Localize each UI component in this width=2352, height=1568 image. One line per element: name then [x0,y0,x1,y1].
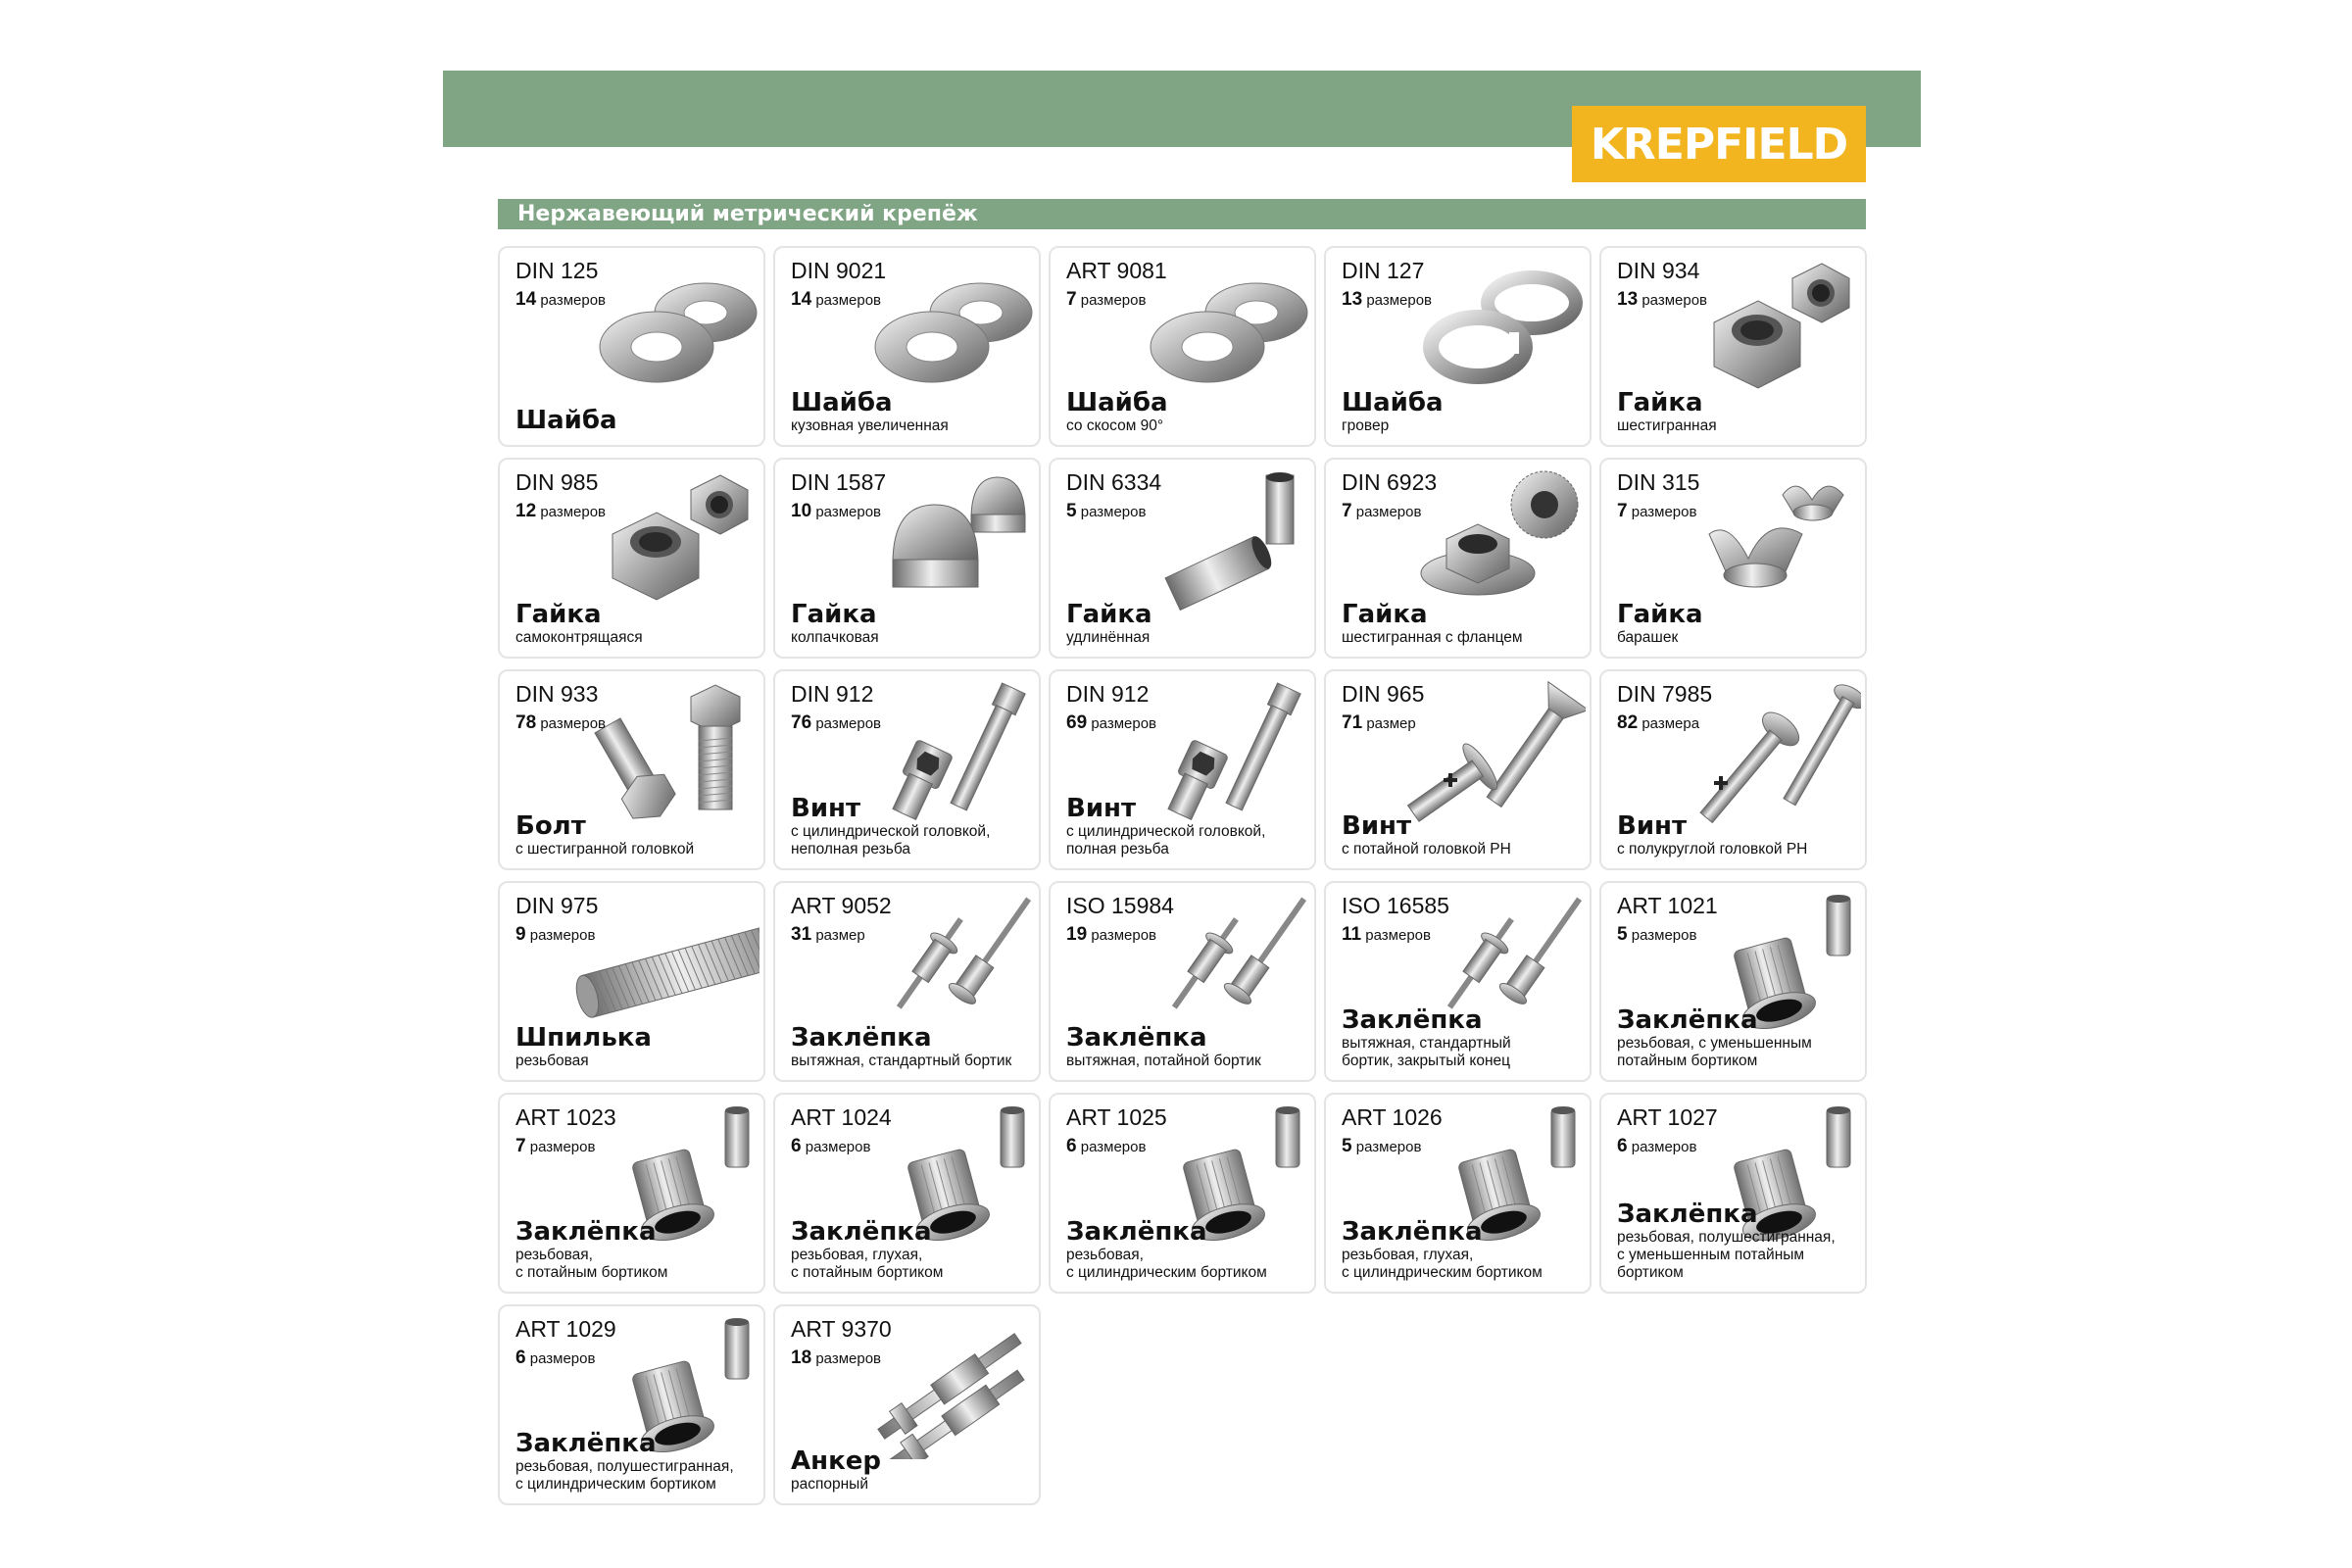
product-name: Винт [791,794,861,823]
product-name-block [1342,811,1584,858]
product-name: Заклёпка [515,1429,657,1458]
product-name: Гайка [1617,600,1703,629]
size-count-number: 76 [791,712,812,733]
size-count [515,289,606,311]
size-count-unit: размеров [529,927,596,944]
product-name: Шайба [1066,388,1168,417]
product-name: Заклёпка [791,1217,932,1247]
size-count-unit: размеров [805,1139,871,1155]
product-name-block [1066,388,1308,435]
product-code: DIN 6923 [1342,469,1438,495]
product-code: ART 1027 [1617,1104,1718,1130]
size-count-number: 6 [1617,1136,1628,1156]
size-count-number: 82 [1617,712,1639,733]
product-name-block [791,1446,1033,1494]
product-description: со скосом 90° [1066,417,1164,434]
threaded-rod-icon [573,889,760,1036]
size-count-number: 19 [1066,924,1088,945]
product-description: шестигранная [1617,417,1717,434]
product-code: DIN 985 [515,469,599,495]
size-count-unit: размеров [815,715,882,732]
product-code: ART 9081 [1066,258,1167,283]
product-code: DIN 933 [515,681,599,707]
size-count [791,712,881,734]
product-description: с цилиндрическим бортиком [1066,1264,1267,1281]
size-count [1617,501,1696,522]
size-count [1617,712,1699,734]
product-description: с цилиндрическим бортиком [515,1476,716,1493]
product-name-block [515,406,758,435]
product-card[interactable] [1599,246,1867,447]
section-title: Нержавеющий метрический крепёж [517,202,978,226]
size-count-unit: размеров [540,292,607,309]
size-count-number: 71 [1342,712,1363,733]
product-card[interactable] [1049,458,1316,659]
product-card[interactable] [1049,246,1316,447]
size-count-number: 69 [1066,712,1088,733]
product-name: Винт [1066,794,1137,823]
product-code: DIN 6334 [1066,469,1162,495]
size-count [1617,289,1707,311]
size-count [791,924,865,946]
product-name: Гайка [1342,600,1428,629]
product-name: Заклёпка [791,1023,932,1053]
size-count [1342,501,1421,522]
countersunk-screw-icon [1399,677,1586,824]
product-name-block [1066,600,1308,647]
product-name: Гайка [791,600,877,629]
size-count-unit: размеров [1642,292,1708,309]
product-name-block [515,1023,758,1070]
product-description: резьбовая, [515,1247,593,1263]
product-name: Гайка [1617,388,1703,417]
size-count-unit: размеров [815,292,882,309]
product-card[interactable] [1324,246,1592,447]
product-card[interactable] [773,458,1041,659]
size-count [515,1136,595,1157]
wing-nut-icon [1675,466,1861,612]
product-card[interactable] [498,1304,765,1505]
product-code: DIN 975 [515,893,599,918]
product-description: с потайной головкой PH [1342,841,1511,858]
product-name-block [791,794,1033,858]
product-name-block [1342,1005,1584,1070]
product-card[interactable] [498,246,765,447]
size-count-number: 7 [1617,501,1628,521]
size-count [515,1348,595,1369]
size-count-number: 5 [1066,501,1077,521]
hex-bolt-icon [573,677,760,824]
size-count-unit: размеров [1366,292,1433,309]
product-name-block [1342,388,1584,435]
brand-logo [1572,106,1866,182]
size-count-unit: размеров [1080,292,1147,309]
product-card[interactable] [1599,458,1867,659]
product-description: резьбовая, [1066,1247,1144,1263]
product-description: самоконтрящаяся [515,629,643,646]
size-count-unit: размеров [1355,504,1422,520]
product-name-block [515,1217,758,1282]
size-count-unit: размеров [1080,1139,1147,1155]
product-description: резьбовая, полушестигранная, [515,1458,734,1475]
size-count-number: 6 [1066,1136,1077,1156]
size-count [1066,501,1146,522]
size-count [791,1136,870,1157]
size-count [1066,1136,1146,1157]
product-name-block [515,1429,758,1494]
size-count-unit: размеров [1355,1139,1422,1155]
product-code: DIN 127 [1342,258,1425,283]
product-name-block [515,811,758,858]
product-code: ART 1025 [1066,1104,1167,1130]
product-name: Заклёпка [1617,1200,1758,1229]
product-code: DIN 912 [1066,681,1150,707]
product-description: вытяжная, стандартный [1342,1035,1511,1052]
product-code: DIN 125 [515,258,599,283]
product-code: DIN 1587 [791,469,887,495]
size-count-number: 18 [791,1348,812,1368]
product-name-block [1617,1005,1859,1070]
product-card[interactable] [1049,881,1316,1082]
product-code: ART 1023 [515,1104,616,1130]
size-count-number: 9 [515,924,526,945]
product-name-block [1617,600,1859,647]
product-code: DIN 9021 [791,258,887,283]
size-count-unit: размеров [1631,927,1697,944]
size-count-number: 10 [791,501,812,521]
section-header [498,199,1866,229]
size-count-number: 13 [1342,289,1363,310]
product-code: DIN 965 [1342,681,1425,707]
product-name: Заклёпка [515,1217,657,1247]
size-count-unit: размеров [529,1139,596,1155]
product-description: вытяжная, потайной бортик [1066,1053,1261,1069]
size-count [791,1348,881,1369]
product-name-block [1066,1217,1308,1282]
product-name: Винт [1617,811,1688,841]
size-count-unit: размеров [1631,1139,1697,1155]
product-card[interactable] [498,669,765,870]
size-count [515,501,606,522]
product-code: DIN 315 [1617,469,1700,495]
product-description: шестигранная с фланцем [1342,629,1523,646]
product-card[interactable] [773,1304,1041,1505]
product-description: резьбовая [515,1053,589,1069]
washer-icon [573,254,760,401]
size-count [1066,289,1146,311]
size-count [1342,712,1416,734]
product-name: Гайка [1066,600,1152,629]
product-name: Шайба [791,388,893,417]
product-name-block [515,600,758,647]
product-card[interactable] [1599,1093,1867,1294]
size-count [1342,289,1432,311]
brand-name: KREPFIELD [1590,119,1848,170]
size-count-unit: размеров [1631,504,1697,520]
product-description: вытяжная, стандартный бортик [791,1053,1012,1069]
product-description: полная резьба [1066,841,1169,858]
product-code: DIN 934 [1617,258,1700,283]
size-count-number: 5 [1342,1136,1352,1156]
size-count [1617,924,1696,946]
product-description: удлинённая [1066,629,1151,646]
product-description: с потайным бортиком [515,1264,668,1281]
size-count-number: 7 [1342,501,1352,521]
product-name: Шайба [515,406,617,435]
size-count-number: 13 [1617,289,1639,310]
product-description: с цилиндрической головкой, [791,823,991,840]
product-description: с цилиндрическим бортиком [1342,1264,1543,1281]
product-card[interactable] [1049,669,1316,870]
product-name-block [791,1023,1033,1070]
size-count-unit: размеров [540,504,607,520]
product-name: Шпилька [515,1023,652,1053]
product-description: потайным бортиком [1617,1053,1758,1069]
product-card[interactable] [1599,669,1867,870]
product-description: колпачковая [791,629,879,646]
product-name-block [1342,1217,1584,1282]
product-description: с цилиндрической головкой, [1066,823,1266,840]
size-count-number: 78 [515,712,537,733]
product-description: бортик, закрытый конец [1342,1053,1511,1069]
size-count-number: 14 [515,289,537,310]
size-count-unit: размер [815,927,865,944]
product-description: резьбовая, глухая, [1342,1247,1474,1263]
product-name: Винт [1342,811,1412,841]
product-name-block [1617,811,1859,858]
product-card[interactable] [1324,881,1592,1082]
product-card[interactable] [773,246,1041,447]
product-code: ART 1029 [515,1316,616,1342]
size-count-number: 11 [1342,924,1362,945]
hex-nut-icon [1675,254,1861,401]
product-name: Заклёпка [1066,1217,1207,1247]
size-count [1066,712,1156,734]
product-card[interactable] [1599,881,1867,1082]
product-code: ART 1026 [1342,1104,1443,1130]
hex-nut-icon [573,466,760,612]
product-name: Заклёпка [1342,1217,1483,1247]
product-code: ART 9052 [791,893,892,918]
product-description: с потайным бортиком [791,1264,944,1281]
product-description: резьбовая, полушестигранная, [1617,1229,1836,1246]
product-description: с полукруглой головкой PH [1617,841,1808,858]
product-description: барашек [1617,629,1679,646]
product-name-block [1617,388,1859,435]
size-count-number: 7 [1066,289,1077,310]
size-count-unit: размеров [1091,927,1157,944]
size-count-number: 5 [1617,924,1628,945]
size-count-unit: размер [1366,715,1416,732]
size-count [1617,1136,1696,1157]
product-description: резьбовая, с уменьшенным [1617,1035,1812,1052]
product-card[interactable] [1324,669,1592,870]
product-name-block [791,1217,1033,1282]
product-card[interactable] [773,1093,1041,1294]
size-count-unit: размеров [1365,927,1431,944]
product-card[interactable] [773,669,1041,870]
product-name: Заклёпка [1342,1005,1483,1035]
product-code: ART 1021 [1617,893,1718,918]
size-count [1342,1136,1421,1157]
size-count [791,289,881,311]
size-count-unit: размеров [540,715,607,732]
product-name: Болт [515,811,586,841]
size-count [1066,924,1156,946]
size-count-number: 7 [515,1136,526,1156]
product-card[interactable] [498,881,765,1082]
size-count-unit: размеров [815,504,882,520]
size-count-unit: размера [1642,715,1700,732]
product-card[interactable] [1049,1093,1316,1294]
product-code: DIN 7985 [1617,681,1713,707]
spring-washer-icon [1399,254,1586,401]
product-card[interactable] [1324,458,1592,659]
size-count-unit: размеров [1080,504,1147,520]
product-description: гровер [1342,417,1390,434]
product-description: кузовная увеличенная [791,417,949,434]
product-description: бортиком [1617,1264,1684,1281]
product-name-block [1066,1023,1308,1070]
product-card[interactable] [773,881,1041,1082]
product-card[interactable] [1324,1093,1592,1294]
product-name: Заклёпка [1617,1005,1758,1035]
size-count-unit: размеров [815,1350,882,1367]
product-name: Гайка [515,600,602,629]
size-count-unit: размеров [529,1350,596,1367]
product-grid [498,246,1866,1505]
product-name: Заклёпка [1066,1023,1207,1053]
product-description: неполная резьба [791,841,911,858]
product-code: ART 9370 [791,1316,892,1342]
size-count [515,712,606,734]
product-description: резьбовая, глухая, [791,1247,923,1263]
size-count-number: 12 [515,501,537,521]
product-name-block [791,388,1033,435]
size-count-unit: размеров [1091,715,1157,732]
product-description: с шестигранной головкой [515,841,695,858]
product-card[interactable] [498,1093,765,1294]
product-name: Шайба [1342,388,1444,417]
product-code: ISO 16585 [1342,893,1449,918]
product-code: ART 1024 [791,1104,892,1130]
product-name-block [1342,600,1584,647]
product-description: с уменьшенным потайным [1617,1247,1805,1263]
product-name: Анкер [791,1446,881,1476]
product-card[interactable] [498,458,765,659]
product-name-block [791,600,1033,647]
size-count-number: 6 [515,1348,526,1368]
size-count [515,924,595,946]
product-description: распорный [791,1476,868,1493]
size-count [791,501,881,522]
product-name-block [1066,794,1308,858]
size-count-number: 6 [791,1136,802,1156]
product-code: ISO 15984 [1066,893,1174,918]
size-count [1342,924,1431,946]
product-code: DIN 912 [791,681,874,707]
size-count-number: 14 [791,289,812,310]
size-count-number: 31 [791,924,812,945]
product-name-block [1617,1200,1859,1282]
